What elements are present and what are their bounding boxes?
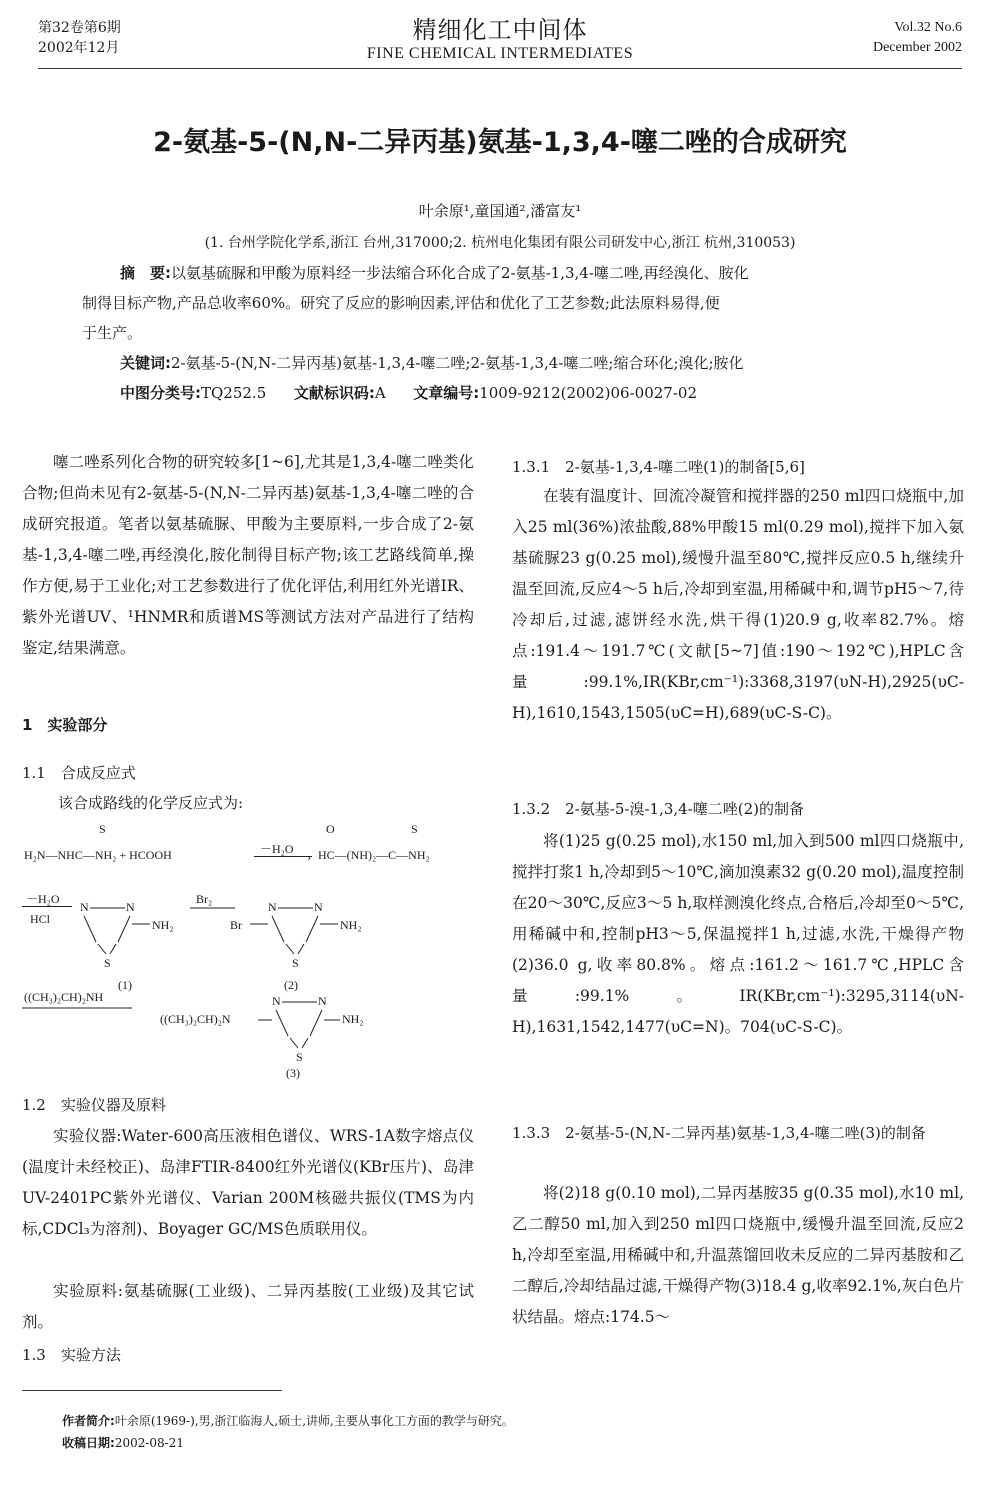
- compound-1-label: (1): [118, 978, 132, 992]
- footnote-block: [62, 1410, 942, 1454]
- intermediate-formyl-thiosemicarbazide: HC—(NH)₂—C—NH₂: [318, 848, 430, 862]
- section-1-3-2-text: 将(1)25 g(0.25 mol),水150 ml,加入到500 ml四口烧瓶中,搅拌打浆1 h,冷却到5～10℃,滴加溴素32 g(0.20 mol),温度控制在20～30℃,反应3～5 h,取样测溴化终点,合格后,冷却至0～5℃,用稀碱中和,控制pH3～5,保温搅拌1 h,过滤,水洗,干燥得产物(2)36.0 g,收率80.8%。熔点:161.2～161.7℃,HPLC含量:99.1%。IR(KBr,cm⁻¹):3295,3114(υN-H),1631,1542,1477(υC=N)。704(υC-S-C)。: [512, 832, 964, 1036]
- abstract-line-1: 以氨基硫脲和甲酸为原料经一步法缩合环化合成了2-氨基-1,3,4-噻二唑,再经溴化、胺化: [171, 264, 749, 282]
- journal-title-en: FINE CHEMICAL INTERMEDIATES: [366, 45, 634, 62]
- reaction-scheme: [20, 822, 480, 1084]
- ring2-br: Br: [230, 918, 242, 932]
- article-number: 1009-9212(2002)06-0027-02: [479, 384, 697, 402]
- ring2-n-right: N: [314, 900, 323, 914]
- reaction-intro: 该合成路线的化学反应式为:: [58, 794, 244, 812]
- section-1-3-3-heading: 1.3.3 2-氨基-5-(N,N-二异丙基)氨基-1,3,4-噻二唑(3)的制备: [512, 1124, 926, 1142]
- keywords: 2-氨基-5-(N,N-二异丙基)氨基-1,3,4-噻二唑;2-氨基-1,3,4-噻二唑;缩合环化;溴化;胺化: [171, 354, 744, 372]
- section-1-2-heading: 1.2 实验仪器及原料: [22, 1096, 166, 1114]
- materials-text: 实验原料:氨基硫脲(工业级)、二异丙基胺(工业级)及其它试剂。: [22, 1282, 474, 1331]
- abstract-line-2: 制得目标产物,产品总收率60%。研究了反应的影响因素,评估和优化了工艺参数;此法原料易得,便: [82, 294, 720, 312]
- issue-info: [38, 18, 121, 58]
- materials-paragraph: [22, 1276, 474, 1338]
- section-1-heading: 1 实验部分: [22, 716, 108, 734]
- ring3-n-left: N: [272, 994, 281, 1008]
- doc-code-label: 文献标识码:: [293, 384, 375, 402]
- ring2-s: S: [292, 956, 299, 970]
- section-1-1-heading: 1.1 合成反应式: [22, 764, 136, 782]
- ring3-nh2: NH₂: [342, 1012, 364, 1026]
- reactant-thiosemicarbazide: H₂N—NHC—NH₂ + HCOOH: [24, 848, 172, 862]
- section-1-3-1-heading: 1.3.1 2-氨基-1,3,4-噻二唑(1)的制备[5,6]: [512, 458, 805, 476]
- step1-condition: －H₂O: [260, 842, 294, 856]
- ring2-nh2: NH₂: [340, 918, 362, 932]
- journal-title-block: [300, 10, 700, 63]
- author-list: 叶余原¹,童国通²,潘富友¹: [418, 202, 582, 220]
- volume-date: December 2002: [872, 40, 962, 55]
- affiliations: (1. 台州学院化学系,浙江 台州,317000;2. 杭州电化集团有限公司研发中心,浙江 杭州,310053): [204, 235, 796, 251]
- intro-text: 噻二唑系列化合物的研究较多[1~6],尤其是1,3,4-噻二唑类化合物;但尚未见有2-氨基-5-(N,N-二异丙基)氨基-1,3,4-噻二唑的合成研究报道。笔者以氨基硫脲、甲酸为主要原料,一步合成了2-氨基-1,3,4-噻二唑,再经溴化,胺化制得目标产物;该工艺路线简单,操作方便,易于工业化;对工艺参数进行了优化评估,利用红外光谱IR、紫外光谱UV、¹HNMR和质谱MS等测试方法对产品进行了结构鉴定,结果满意。: [22, 453, 474, 657]
- clc-code: TQ252.5: [201, 384, 267, 402]
- paper-title: 2-氨基-5-(N,N-二异丙基)氨基-1,3,4-噻二唑的合成研究: [153, 127, 847, 158]
- abstract-line-3: 于生产。: [82, 324, 143, 342]
- abstract-label: 摘 要:: [120, 264, 171, 282]
- volume-number: Vol.32 No.6: [894, 20, 962, 35]
- compound-2-label: (2): [284, 978, 298, 992]
- section-1-3-1-text: 在装有温度计、回流冷凝管和搅拌器的250 ml四口烧瓶中,加入25 ml(36%)浓盐酸,88%甲酸15 ml(0.29 mol),搅拌下加入氨基硫脲23 g(0.25 mol),缓慢升温至80℃,搅拌反应0.5 h,继续升温至回流,反应4～5 h后,冷却到室温,用稀碱中和,调节pH5～7,待冷却后,过滤,滤饼经水洗,烘干得(1)20.9 g,收率82.7%。熔点:191.4～191.7℃(文献[5~7]值:190～192℃),HPLC含量:99.1%,IR(KBr,cm⁻¹):3368,3197(υN-H),2925(υC-H),1610,1543,1505(υC=H),689(υC-S-C)。: [512, 487, 964, 722]
- step4-condition: ((CH₃)₂CH)₂NH: [24, 990, 104, 1004]
- instruments-text: 实验仪器:Water-600高压液相色谱仪、WRS-1A数字熔点仪(温度计未经校正)、岛津FTIR-8400红外光谱仪(KBr压片)、岛津UV-2401PC紫外光谱仪、Varian 200M核磁共振仪(TMS为内标,CDCl₃为溶剂)、Boyager GC/MS色质联用仪。: [22, 1127, 474, 1238]
- ring2-n-left: N: [268, 900, 277, 914]
- intermediate-s-atom: S: [411, 822, 418, 836]
- footnote-rule: [22, 1390, 282, 1391]
- instruments-paragraph: [22, 1121, 474, 1245]
- step2-condition-top: －H₂O: [26, 892, 60, 906]
- section-1-3-1-paragraph: [512, 481, 964, 729]
- doc-code: A: [374, 384, 386, 402]
- clc-label: 中图分类号:: [120, 384, 201, 402]
- section-1-3-2-paragraph: [512, 826, 964, 1043]
- ring3-diisopropylamino: ((CH₃)₂CH)₂N: [160, 1012, 231, 1026]
- author-bio: 叶余原(1969-),男,浙江临海人,硕士,讲师,主要从事化工方面的教学与研究。: [114, 1414, 514, 1428]
- ring1-n-left: N: [80, 900, 89, 914]
- received-date-label: 收稿日期:: [62, 1436, 115, 1450]
- step2-condition-bottom: HCl: [30, 912, 51, 926]
- issue-volume: 第32卷第6期: [38, 20, 121, 36]
- section-1-3-heading: 1.3 实验方法: [22, 1346, 121, 1364]
- issue-date: 2002年12月: [38, 40, 120, 56]
- ring1-s: S: [104, 956, 111, 970]
- section-1-3-3-text: 将(2)18 g(0.10 mol),二异丙基胺35 g(0.35 mol),水10 ml,乙二醇50 ml,加入到250 ml四口烧瓶中,缓慢升温至回流,反应2 h,冷却至室温,用稀碱中和,升温蒸馏回收未反应的二异丙基胺和乙二醇后,冷却结晶过滤,干燥得产物(3)18.4 g,收率92.1%,灰白色片状结晶。熔点:174.5～: [512, 1184, 964, 1326]
- section-1-3-2-heading: 1.3.2 2-氨基-5-溴-1,3,4-噻二唑(2)的制备: [512, 800, 805, 818]
- ring3-n-right: N: [318, 994, 327, 1008]
- step3-condition: Br₂: [196, 892, 213, 906]
- intro-paragraph: [22, 447, 474, 664]
- ring-compound-2: [250, 908, 338, 954]
- author-bio-label: 作者简介:: [62, 1414, 115, 1428]
- received-date: 2002-08-21: [114, 1436, 184, 1450]
- ring-compound-3: [258, 1002, 340, 1048]
- step1-arrow: [254, 856, 312, 857]
- abstract-block: [82, 258, 918, 408]
- section-1-3-3-paragraph: [512, 1178, 964, 1333]
- keywords-label: 关键词:: [120, 354, 171, 372]
- thiadiazole-rings: [20, 880, 480, 1084]
- ring1-n-right: N: [126, 900, 135, 914]
- ring1-nh2: NH₂: [152, 918, 174, 932]
- volume-info: [873, 18, 962, 58]
- ring3-s: S: [296, 1050, 303, 1064]
- journal-title-cn: 精细化工中间体: [412, 16, 588, 44]
- article-number-label: 文章编号:: [413, 384, 480, 402]
- ring-compound-1: [84, 908, 150, 954]
- intermediate-o-atom: O: [326, 822, 335, 836]
- step1-arrow-head: ›: [307, 850, 311, 864]
- compound-3-label: (3): [286, 1066, 300, 1080]
- thiourea-s-atom: S: [99, 822, 106, 836]
- header-rule: [38, 68, 962, 69]
